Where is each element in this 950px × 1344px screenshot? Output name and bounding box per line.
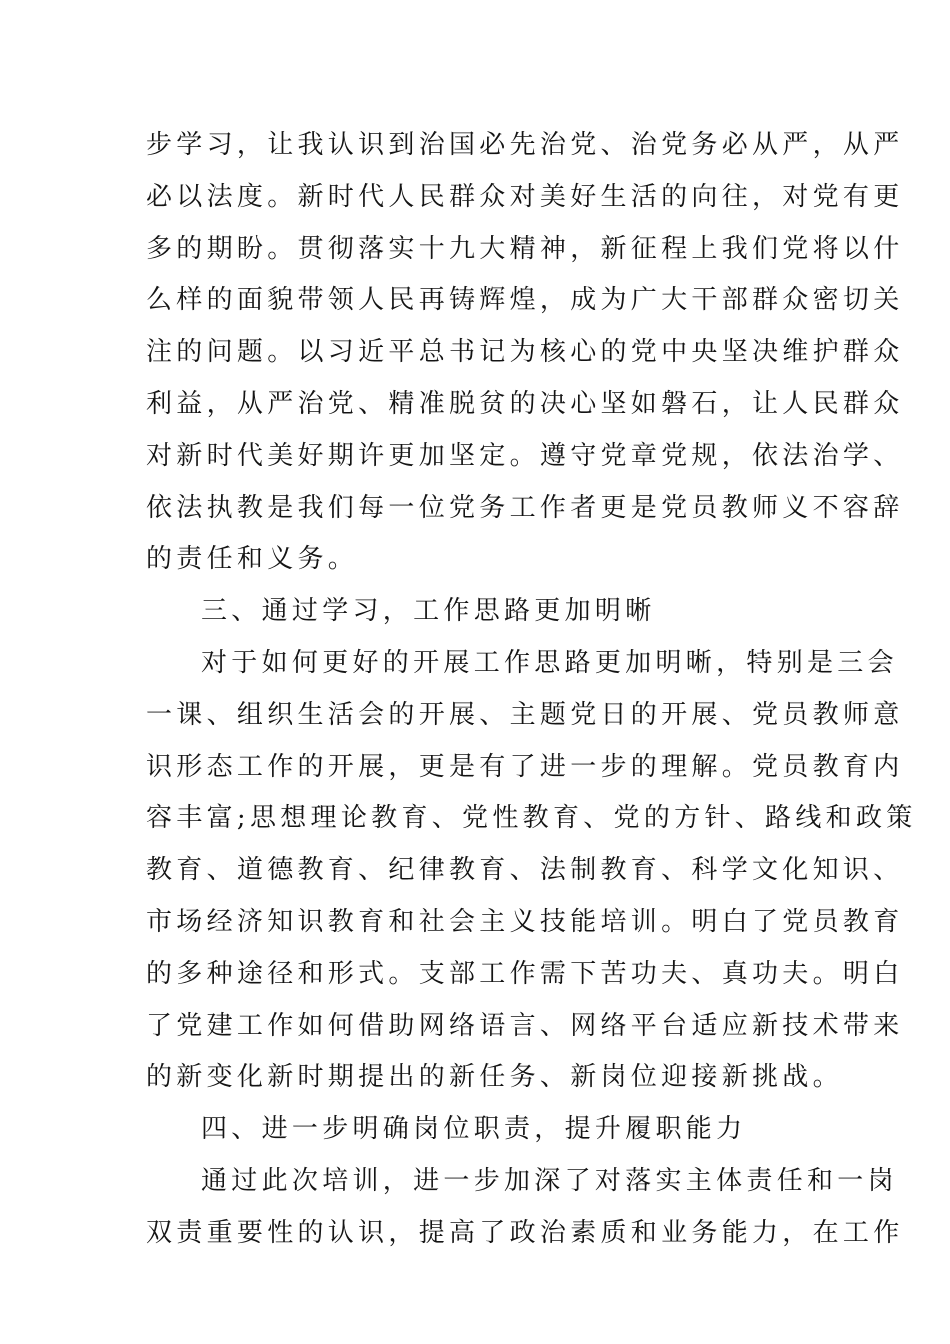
text-line-2: 必以法度。新时代人民群众对美好生活的向往，对党有更: [146, 181, 904, 212]
text-line-16: 市场经济知识教育和社会主义技能培训。明白了党员教育: [146, 906, 904, 937]
text-line-4: 么样的面貌带领人民再铸辉煌，成为广大干部群众密切关: [146, 285, 904, 316]
text-line-7: 对新时代美好期许更加坚定。遵守党章党规，依法治学、: [146, 440, 904, 471]
text-line-21: 通过此次培训，进一步加深了对落实主体责任和一岗: [201, 1165, 898, 1196]
text-line-12: 一课、组织生活会的开展、主题党日的开展、党员教师意: [146, 699, 904, 730]
text-line-9: 的责任和义务。: [146, 544, 359, 575]
text-line-3: 多的期盼。贯彻落实十九大精神，新征程上我们党将以什: [146, 233, 904, 264]
text-line-19: 的新变化新时期提出的新任务、新岗位迎接新挑战。: [146, 1062, 843, 1093]
text-line-17: 的多种途径和形式。支部工作需下苦功夫、真功夫。明白: [146, 958, 904, 989]
text-line-14: 容丰富;思想理论教育、党性教育、党的方针、路线和政策: [146, 803, 917, 834]
section-heading-3: 三、通过学习，工作思路更加明晰: [201, 596, 656, 627]
text-line-1: 步学习，让我认识到治国必先治党、治党务必从严，从严: [146, 130, 904, 160]
section-heading-4: 四、进一步明确岗位职责，提升履职能力: [201, 1114, 747, 1145]
text-line-5: 注的问题。以习近平总书记为核心的党中央坚决维护群众: [146, 337, 904, 368]
text-line-15: 教育、道德教育、纪律教育、法制教育、科学文化知识、: [146, 855, 904, 886]
text-line-8: 依法执教是我们每一位党务工作者更是党员教师义不容辞: [146, 492, 904, 523]
text-line-13: 识形态工作的开展，更是有了进一步的理解。党员教育内: [146, 751, 904, 782]
text-line-18: 了党建工作如何借助网络语言、网络平台适应新技术带来: [146, 1010, 904, 1041]
text-line-11: 对于如何更好的开展工作思路更加明晰，特别是三会: [201, 647, 898, 678]
text-line-22: 双责重要性的认识，提高了政治素质和业务能力，在工作: [146, 1217, 904, 1248]
text-line-6: 利益，从严治党、精准脱贫的决心坚如磐石，让人民群众: [146, 388, 904, 419]
document-body: [146, 120, 917, 1260]
